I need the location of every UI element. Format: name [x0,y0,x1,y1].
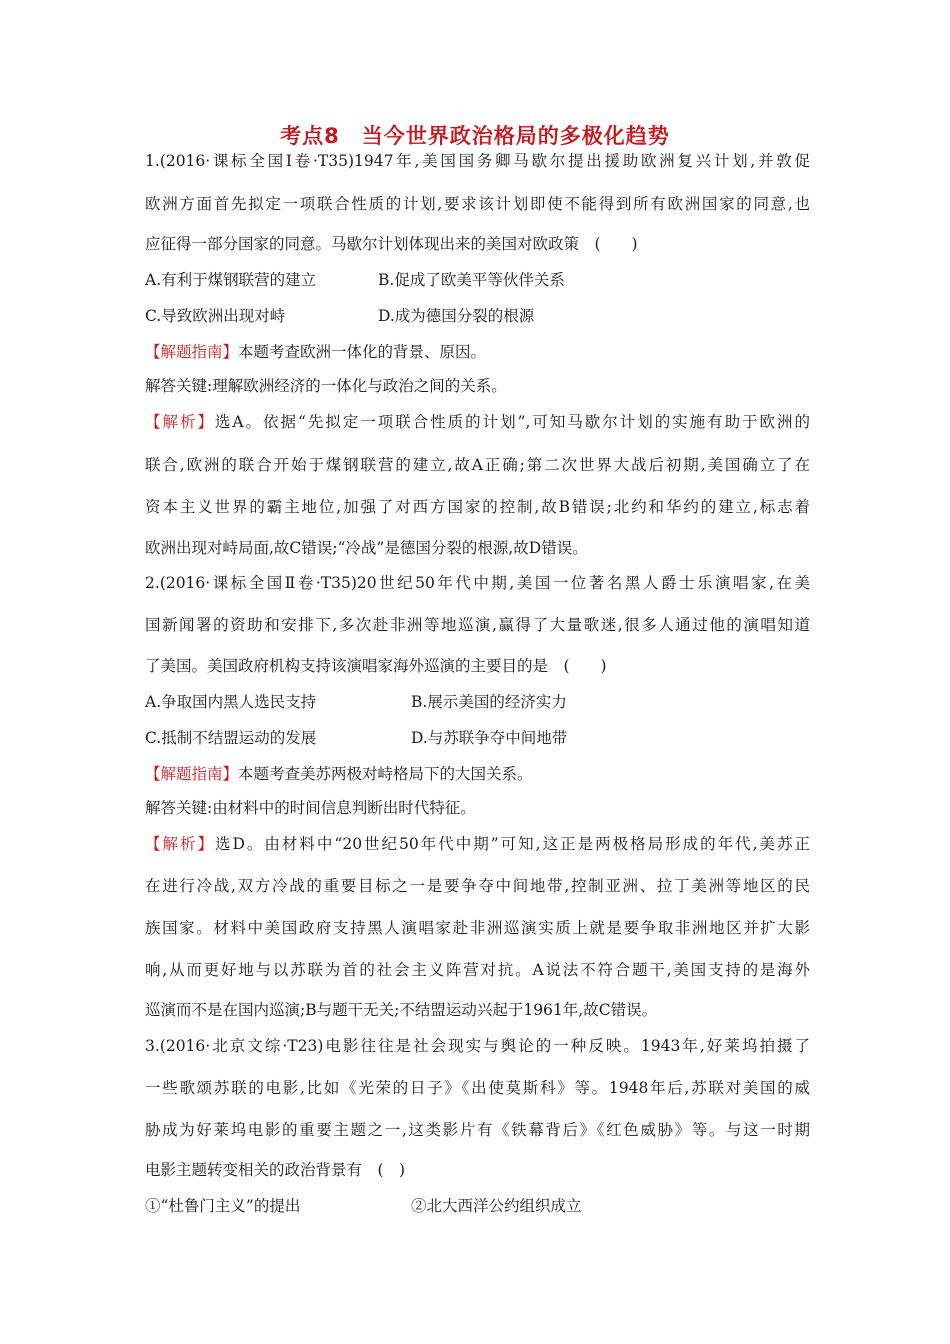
q2-guide-tag: 【解题指南】 [145,765,239,783]
q1-stem-line-2: 欧洲方面首先拟定一项联合性质的计划,要求该计划即使不能得到所有欧洲国家的同意,也 [145,195,810,213]
q3-option-2: ②北大西洋公约组织成立 [411,1197,582,1215]
q1-guide-text: 本题考查欧洲一体化的背景、原因。 [238,343,487,361]
q1-option-a: A.有利于煤钢联营的建立 [145,271,317,289]
q2-key: 解答关键:由材料中的时间信息判断出时代特征。 [145,799,476,817]
q2-stem-line-2: 国新闻署的资助和安排下,多次赴非洲等地巡演,赢得了大量歌迷,很多人通过他的演唱知道 [145,616,810,634]
q2-analysis-text-1: 选D。由材料中“20世纪50年代中期”可知,这正是两极格局形成的年代,美苏正 [215,835,810,853]
q1-option-d: D.成为德国分裂的根源 [378,307,535,325]
q2-analysis-tag: 【解析】 [145,835,215,853]
q1-key: 解答关键:理解欧洲经济的一体化与政治之间的关系。 [145,377,507,395]
q2-stem-line-1: 2.(2016·课标全国Ⅱ卷·T35)20世纪50年代中期,美国一位著名黑人爵士乐演唱家,在美 [145,574,810,592]
q1-analysis-line-3: 资本主义世界的霸主地位,加强了对西方国家的控制,故B错误;北约和华约的建立,标志着 [145,498,810,516]
q1-stem-line-1: 1.(2016·课标全国Ⅰ卷·T35)1947年,美国国务卿马歇尔提出援助欧洲复兴计划,并敦促 [145,152,810,170]
q1-analysis-line-1 [145,412,810,432]
q2-analysis-line-5: 巡演而不是在国内巡演;B与题干无关;不结盟运动兴起于1961年,故C错误。 [145,1001,658,1019]
q1-analysis-line-4: 欧洲出现对峙局面,故C错误;“冷战”是德国分裂的根源,故D错误。 [145,539,588,557]
q2-options-row-2 [145,728,810,748]
q2-guide [145,764,810,784]
q1-options-row-1 [145,270,810,290]
q2-analysis-line-3: 族国家。材料中美国政府支持黑人演唱家赴非洲巡演实质上就是要争取非洲地区并扩大影 [145,919,810,937]
q1-guide-tag: 【解题指南】 [145,343,239,361]
q1-option-b: B.促成了欧美平等伙伴关系 [378,271,565,289]
q1-options-row-2 [145,306,810,326]
q2-option-c: C.抵制不结盟运动的发展 [145,729,317,747]
q3-stem-line-2: 一些歌颂苏联的电影,比如《光荣的日子》《出使莫斯科》等。1948年后,苏联对美国的威 [145,1079,810,1097]
q1-guide [145,342,810,362]
q3-stem-line-4: 电影主题转变相关的政治背景有 ( ) [145,1161,406,1179]
q3-stem-line-3: 胁成为好莱坞电影的重要主题之一,这类影片有《铁幕背后》《红色威胁》等。与这一时期 [145,1121,810,1139]
q3-stem-line-1: 3.(2016·北京文综·T23)电影往往是社会现实与舆论的一种反映。1943年,好莱坞拍摄了 [145,1037,810,1055]
q1-stem-line-3: 应征得一部分国家的同意。马歇尔计划体现出来的美国对欧政策 ( ) [145,235,638,253]
q2-option-b: B.展示美国的经济实力 [411,693,567,711]
q1-analysis-tag: 【解析】 [145,413,215,431]
section-title: 考点8 当今世界政治格局的多极化趋势 [280,124,670,148]
q1-analysis-text-1: 选A。依据“先拟定一项联合性质的计划”,可知马歇尔计划的实施有助于欧洲的 [214,413,810,431]
q1-option-c: C.导致欧洲出现对峙 [145,307,286,325]
q2-analysis-line-4: 响,从而更好地与以苏联为首的社会主义阵营对抗。A说法不符合题干,美国支持的是海外 [145,961,810,979]
q2-guide-text: 本题考查美苏两极对峙格局下的大国关系。 [238,765,533,783]
q2-option-a: A.争取国内黑人选民支持 [145,693,317,711]
q2-stem-line-3: 了美国。美国政府机构支持该演唱家海外巡演的主要目的是 ( ) [145,657,607,675]
q2-analysis-line-1 [145,834,810,854]
q3-option-1: ①“杜鲁门主义”的提出 [145,1197,301,1215]
q2-option-d: D.与苏联争夺中间地带 [411,729,568,747]
q3-options-row-1 [145,1196,810,1216]
q1-analysis-line-2: 联合,欧洲的联合开始于煤钢联营的建立,故A正确;第二次世界大战后初期,美国确立了在 [145,456,810,474]
q2-options-row-1 [145,692,810,712]
q2-analysis-line-2: 在进行冷战,双方冷战的重要目标之一是要争夺中间地带,控制亚洲、拉丁美洲等地区的民 [145,877,810,895]
